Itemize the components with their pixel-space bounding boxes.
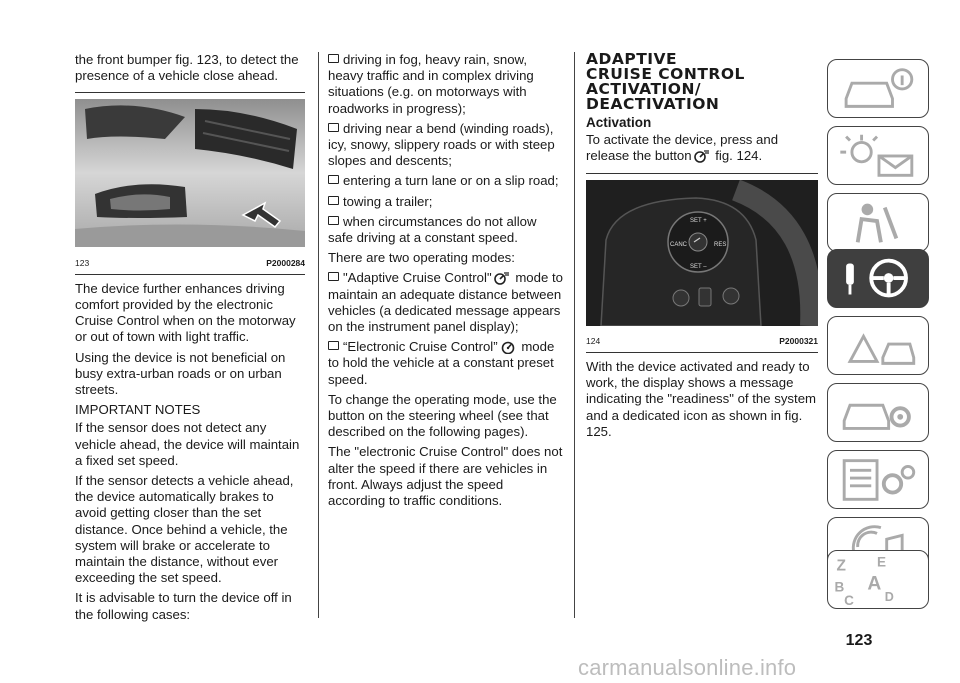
list-item: towing a trailer; [328,194,564,210]
figure-code: P2000321 [779,335,818,346]
checkbox-bullet-icon [328,123,339,132]
starting-driving-icon [828,250,928,307]
paragraph: There are two operating modes: [328,250,515,266]
dashboard-info-icon [828,60,928,117]
paragraph: To activate the device, press and release the button fig. 124. [586,132,779,164]
column-divider [574,52,575,618]
emergency-icon [828,317,928,374]
checkbox-bullet-icon [328,175,339,184]
checkbox-bullet-icon [328,216,339,225]
res-label: RES [714,241,727,248]
checkbox-bullet-icon [328,272,339,281]
figure-124 [586,173,818,353]
technical-data-icon [828,451,928,508]
canc-label: CANC [670,241,688,248]
list-item: when circumstances do not allow safe driving at a constant speed. [328,213,537,246]
lights-warnings-icon [828,127,928,184]
section-heading: ADAPTIVE CRUISE CONTROL ACTIVATION/ DEACTIVATION [586,50,745,113]
svg-text:D: D [884,590,894,605]
tab-technical-data[interactable] [827,450,929,509]
svg-text:C: C [844,593,854,608]
list-item: "Adaptive Cruise Control" mode to maintain an adequate distance between vehicles (a dedicated message appears on the instrument panel display); [328,270,563,335]
svg-text:E: E [877,554,887,570]
figure-number: 123 [75,257,90,268]
figure-top-rule [586,173,818,174]
maintenance-icon [828,384,928,441]
front-bumper-photo [75,99,305,247]
subheading: Activation [586,115,652,130]
paragraph: The device further enhances driving comfort provided by the electronic Cruise Control when on the motorway or out of town with light traffic. [75,280,296,345]
figure-top-rule [75,92,305,93]
paragraph: the front bumper fig. 123, to detect the presence of a vehicle close ahead. [75,52,299,84]
steering-wheel-photo [586,180,818,326]
cruise-button-icon [694,149,710,163]
electronic-cruise-icon [500,340,516,354]
paragraph: If the sensor detects a vehicle ahead, the device automatically brakes to avoid getting closer than the set distance. Once behind a vehicle, the system will brake or accelerate to maintain the distance, without ever exceeding the set speed. [75,473,294,586]
watermark: carmanualsonline.info [578,655,797,680]
paragraph: If the sensor does not detect any vehicle ahead, the device will maintain a fixed set speed. [75,420,300,468]
paragraph: With the device activated and ready to work, the display shows a message indicating the "readiness" of the system and a dedicated icon as shown in fig. 125. [586,359,817,439]
paragraph: The "electronic Cruise Control" does not alter the speed if there are vehicles in front. Always adjust the speed according to traffic conditions. [328,444,563,509]
index-icon [828,551,928,608]
tab-dashboard[interactable] [827,59,929,118]
list-item: “Electronic Cruise Control” mode to hold the vehicle at a constant preset speed. [328,339,555,387]
column-1 [75,52,305,627]
paragraph: It is advisable to turn the device off in the following cases: [75,590,292,622]
tab-index[interactable] [827,550,929,609]
tab-maintenance[interactable] [827,383,929,442]
figure-caption [75,255,305,275]
figure-caption [586,333,818,353]
list-item: entering a turn lane or on a slip road; [328,173,564,189]
list-item: driving near a bend (winding roads), icy, snowy, slippery roads or with steep slopes and descents; [328,120,555,169]
figure-123 [75,92,305,274]
column-2 [328,52,564,513]
svg-text:B: B [834,579,845,595]
page-number: 123 [845,632,873,649]
tab-emergency[interactable] [827,316,929,375]
figure-number: 124 [586,335,601,346]
svg-text:A: A [867,573,882,595]
tab-safety[interactable] [827,193,929,252]
tab-lights-warnings[interactable] [827,126,929,185]
set-plus-label: SET + [690,217,707,224]
figure-code: P2000284 [266,257,305,268]
column-3 [586,52,818,444]
checkbox-bullet-icon [328,196,339,205]
tab-starting-driving[interactable] [827,249,929,308]
paragraph: To change the operating mode, use the button on the steering wheel (see that described on the following pages). [328,391,557,440]
adaptive-cruise-icon [494,271,510,285]
checkbox-bullet-icon [328,341,339,350]
paragraph: Using the device is not beneficial on busy extra-urban roads or on urban streets. [75,349,286,398]
safety-airbag-icon [828,194,928,251]
checkbox-bullet-icon [328,54,339,63]
list-item: driving in fog, heavy rain, snow, heavy traffic and in complex driving situations (e.g. on motorways with roadworks in progress); [328,52,534,116]
column-divider [318,52,319,618]
notes-title: IMPORTANT NOTES [75,402,201,418]
svg-text:Z: Z [836,557,846,575]
set-minus-label: SET – [690,263,707,270]
